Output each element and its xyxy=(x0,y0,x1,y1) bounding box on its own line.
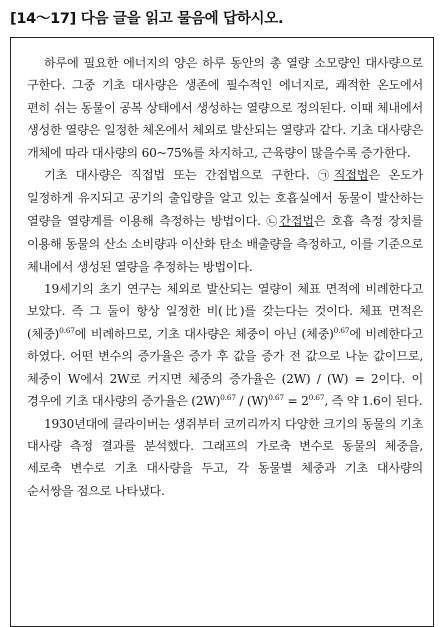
paragraph-2-text-3: 은 호흡 측정 장치를 이용해 동물의 산소 소비량과 이산화 탄소 배출량을 측정하고, 이를 기준으로 체내에서 생성된 열량을 추정하는 방법이다. xyxy=(27,213,423,274)
marker-a: ㉠ xyxy=(318,169,334,183)
paragraph-2 xyxy=(27,164,423,278)
paragraph-3-text-2: 에 비례하므로, 기초 대사량은 체중이 아닌 (체중) xyxy=(74,326,334,341)
paragraph-4: 1930년대에 클라이버는 생쥐부터 코끼리까지 다양한 크기의 동물의 기초 대사량 측정 결과를 분석했다. 그래프의 가로축 변수로 동물의 체중을, 세로축 변수로 기초 대사량을 두고, 각 동물별 체중과 기초 대사량의 순서쌍을 점으로 나타냈다. xyxy=(27,416,423,498)
paragraph-3-text-1: 19세기의 초기 연구는 체외로 발산되는 열량이 체표 면적에 비례한다고 보았다. 즉 그 둘이 항상 일정한 비(比)를 갖는다는 것이다. 체표 면적은 (체중) xyxy=(27,282,423,341)
paragraph-2-text-1: 기초 대사량은 직접법 또는 간접법으로 구한다. xyxy=(44,168,319,183)
exponent: 0.67 xyxy=(308,393,325,403)
paragraph-1: 하루에 필요한 에너지의 양은 하루 동안의 총 열량 소모량인 대사량으로 구한다. 그중 기초 대사량은 생존에 필수적인 에너지로, 쾌적한 온도에서 편히 쉬는 동물이 공복 상태에서 생성하는 열량으로 정의된다. 이때 체내에서 생성한 열량은 일정한 체온에서 체외로 발산되는 열량과 같다. 기초 대사량은 개체에 따라 대사량의 60~75%를 차지하고, 근육량이 많을수록 증가한다. xyxy=(27,56,423,160)
exponent: 0.67 xyxy=(59,325,75,335)
paragraph-3-text-4: / (W) xyxy=(235,394,269,409)
paragraph-3-text-3: 에 비례한다고 하였다. 어떤 변수의 증가율은 증가 후 값을 증가 전 값으로 나눈 값이므로, 체중이 W에서 2W로 커지면 체중의 증가율은 (2W) / (W) = 2이다. 이 경우에 기초 대사량의 증가율은 (2W) xyxy=(27,326,423,409)
paragraph-2-text-2: 은 온도가 일정하게 유지되고 공기의 출입량을 알고 있는 호흡실에서 동물이 발산하는 열량을 열량계를 이용해 측정하는 방법이다. xyxy=(27,168,424,228)
paragraph-3-text-6: , 즉 약 1.6이 된다. xyxy=(324,394,423,409)
passage-box xyxy=(10,37,434,627)
question-heading: [14～17] 다음 글을 읽고 물음에 답하시오. xyxy=(10,11,284,27)
term-indirect-method: 간접법 xyxy=(279,213,314,228)
exponent: 0.67 xyxy=(333,325,350,335)
exponent: 0.67 xyxy=(220,393,236,403)
marker-b: ㉡ xyxy=(266,214,280,228)
exponent: 0.67 xyxy=(268,393,284,403)
term-direct-method: 직접법 xyxy=(333,168,369,183)
paragraph-3-text-5: = 2 xyxy=(283,394,309,409)
paragraph-3 xyxy=(27,278,423,412)
